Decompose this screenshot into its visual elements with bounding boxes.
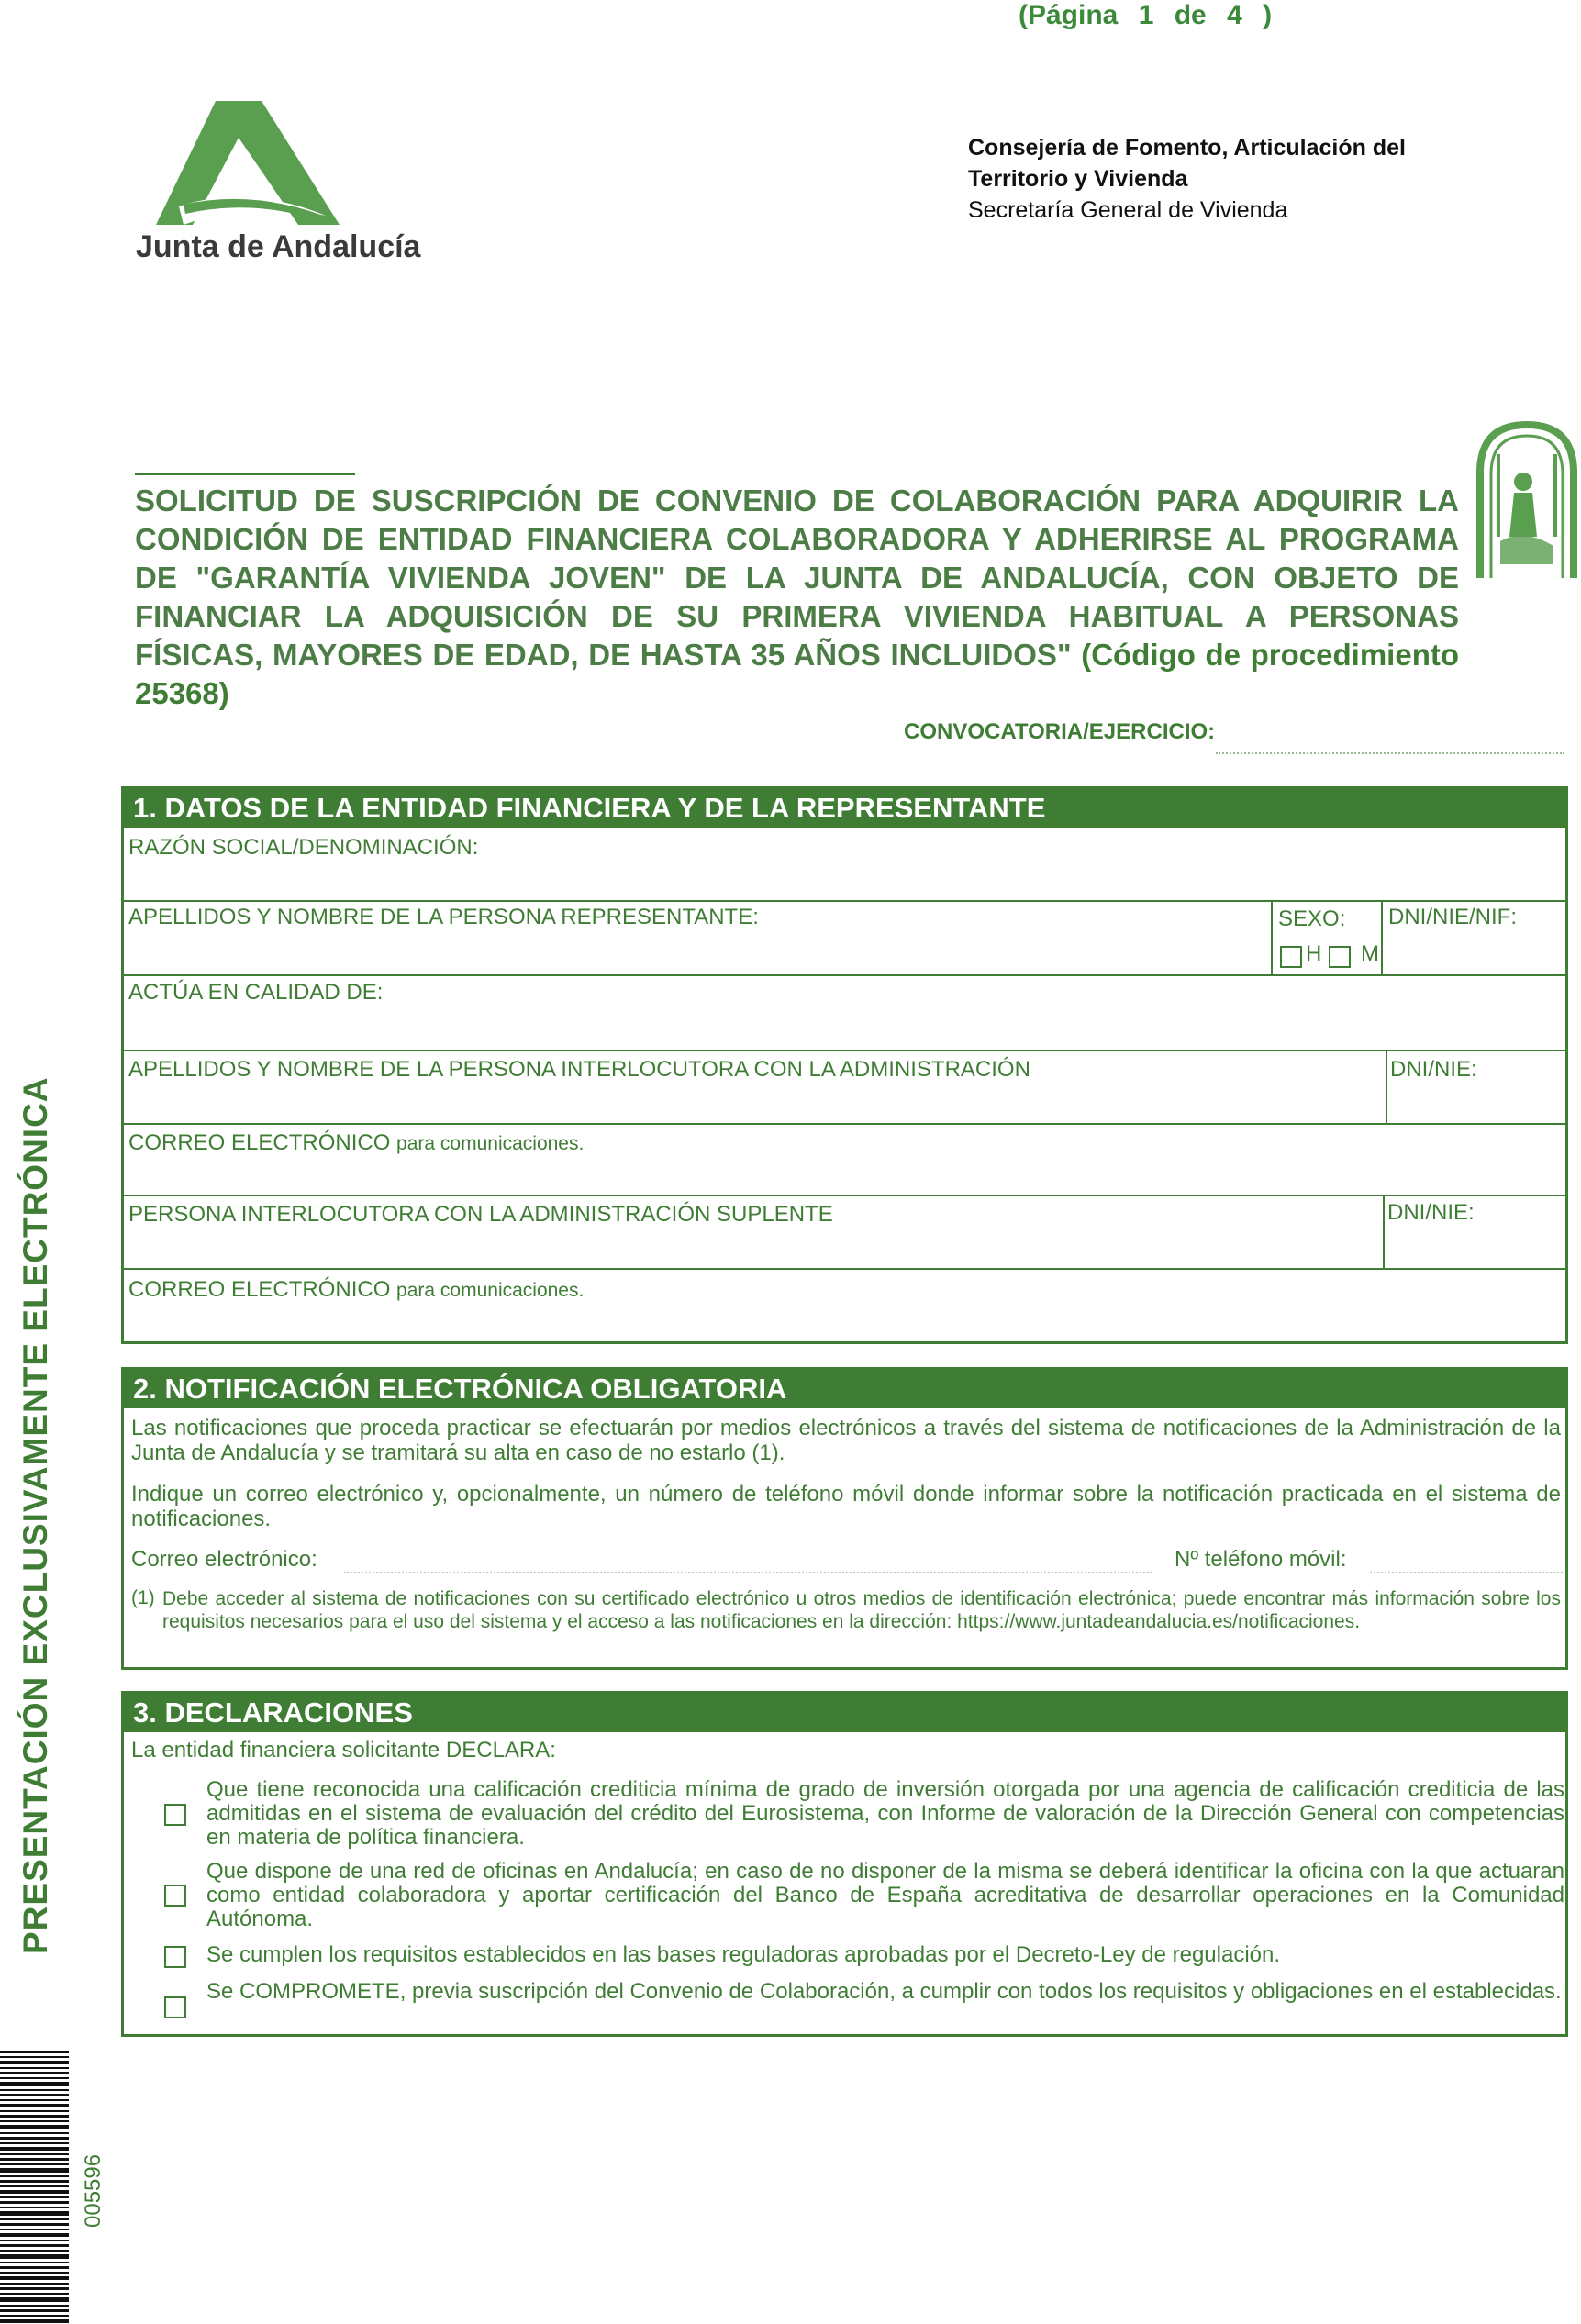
email-label: Correo electrónico: xyxy=(131,1547,317,1572)
logo-text: Junta de Andalucía xyxy=(136,229,421,264)
correo-suplente-text: CORREO ELECTRÓNICO xyxy=(128,1277,391,1302)
declarations-intro: La entidad financiera solicitante DECLARA: xyxy=(131,1738,556,1762)
declaration-1-text: Que tiene reconocida una calificación crediticia mínima de grado de inversión otorgada por una agencia de calificación crediticia de las admitidas en el sistema de evaluación del crédito del Eurosistema, con Informe de valoración de la Dirección General con competencias en materia de política financiera. xyxy=(206,1777,1564,1850)
section-entity-data xyxy=(121,786,1568,1344)
title-text: SOLICITUD DE SUSCRIPCIÓN DE CONVENIO DE COLABORACIÓN PARA ADQUIRIR LA CONDICIÓN DE ENTIDAD FINANCIERA COLABORADORA Y ADHERIRSE AL PROGRAMA DE "GARANTÍA VIVIENDA JOVEN" DE LA JUNTA DE ANDALUCÍA, CON OBJETO DE FINANCIAR LA ADQUISICIÓN DE SU PRIMERA VIVIENDA HABITUAL A PERSONAS FÍSICAS, MAYORES DE EDAD, DE HASTA 35 AÑOS INCLUIDOS" xyxy=(135,484,1459,672)
representante-label: APELLIDOS Y NOMBRE DE LA PERSONA REPRESENTANTE: xyxy=(128,905,759,929)
correo-note: para comunicaciones. xyxy=(396,1133,585,1154)
convocatoria-input[interactable] xyxy=(1216,752,1564,754)
declaration-3-text: Se cumplen los requisitos establecidos en las bases reguladoras aprobadas por el Decreto-Ley de regulación. xyxy=(206,1942,1281,1967)
section-declarations xyxy=(121,1691,1568,2037)
correo-suplente-note: para comunicaciones. xyxy=(396,1280,585,1301)
declaration-4-checkbox[interactable] xyxy=(164,1996,186,2018)
divider xyxy=(1381,901,1383,974)
declaration-2-text: Que dispone de una red de oficinas en Andalucía; en caso de no disponer de la misma se deberá identificar la oficina con la que actuaran como entidad colaboradora y aportar certificación del Banco de España acreditativa de desarrollar operaciones en la Comunidad Autónoma. xyxy=(206,1859,1564,1931)
actua-label: ACTÚA EN CALIDAD DE: xyxy=(128,980,384,1005)
page-label: (Página xyxy=(1019,0,1119,30)
correo-suplente-label xyxy=(128,1277,584,1303)
dni-nie-suplente-label: DNI/NIE: xyxy=(1387,1200,1475,1225)
mobile-label: Nº teléfono móvil: xyxy=(1175,1547,1347,1572)
sexo-h-checkbox[interactable] xyxy=(1280,946,1302,968)
form-title xyxy=(135,482,1459,713)
section-1-heading: 1. DATOS DE LA ENTIDAD FINANCIERA Y DE LA REPRESENTANTE xyxy=(124,789,1565,828)
andalucia-emblem-icon xyxy=(1473,417,1581,578)
electronic-presentation-vertical-text: PRESENTACIÓN EXCLUSIVAMENTE ELECTRÓNICA xyxy=(17,1076,54,1954)
divider xyxy=(1271,901,1273,974)
section-2-heading: 2. NOTIFICACIÓN ELECTRÓNICA OBLIGATORIA xyxy=(124,1370,1565,1408)
procedure-code: (Código de procedimiento 25368) xyxy=(135,638,1459,710)
declaration-1-checkbox[interactable] xyxy=(164,1804,186,1826)
dni-nie-label: DNI/NIE: xyxy=(1390,1057,1477,1082)
sexo-label: SEXO: xyxy=(1278,906,1346,931)
page-close: ) xyxy=(1263,0,1273,30)
interlocutora-label: APELLIDOS Y NOMBRE DE LA PERSONA INTERLOCUTORA CON LA ADMINISTRACIÓN xyxy=(128,1057,1030,1082)
page-current: 1 xyxy=(1138,0,1154,30)
section-3-heading: 3. DECLARACIONES xyxy=(124,1694,1565,1732)
declaration-4-text: Se COMPROMETE, previa suscripción del Convenio de Colaboración, a cumplir con todos los requisitos y obligaciones en el establecidas. xyxy=(206,1979,1562,2004)
department-line-2: Territorio y Vivienda xyxy=(968,166,1188,192)
correo-text: CORREO ELECTRÓNICO xyxy=(128,1130,391,1155)
dni-nie-nif-label: DNI/NIE/NIF: xyxy=(1388,905,1518,929)
divider xyxy=(1383,1195,1385,1268)
divider xyxy=(124,1195,1565,1196)
divider xyxy=(1386,1050,1387,1123)
department-line-1: Consejería de Fomento, Articulación del xyxy=(968,135,1406,161)
convocatoria-label: CONVOCATORIA/EJERCICIO: xyxy=(904,719,1216,744)
department-block xyxy=(968,132,1482,226)
declaration-3-checkbox[interactable] xyxy=(164,1946,186,1968)
divider xyxy=(124,1050,1565,1051)
sexo-h-label: H xyxy=(1306,941,1322,966)
barcode-icon xyxy=(0,2051,69,2324)
barcode-number: 005596 xyxy=(81,2153,106,2228)
divider xyxy=(124,1268,1565,1270)
page-number xyxy=(1019,0,1285,31)
notification-footnote: Debe acceder al sistema de notificaciones con su certificado electrónico u otros medios de identificación electrónica; puede encontrar más información sobre los requisitos necesarios para el uso del sistema y el acceso a las notificaciones en la dirección: https://www.juntadeandalucia.es/notificaciones. xyxy=(162,1588,1561,1632)
correo-label xyxy=(128,1130,584,1156)
divider xyxy=(124,900,1565,902)
sexo-m-checkbox[interactable] xyxy=(1329,946,1351,968)
divider xyxy=(124,974,1565,976)
suplente-label: PERSONA INTERLOCUTORA CON LA ADMINISTRACIÓN SUPLENTE xyxy=(128,1202,833,1227)
notification-paragraph-2: Indique un correo electrónico y, opcionalmente, un número de teléfono móvil donde informar sobre la notificación practicada en el sistema de notificaciones. xyxy=(131,1482,1561,1531)
department-line-3: Secretaría General de Vivienda xyxy=(968,197,1288,223)
title-rule xyxy=(135,473,355,475)
razon-social-label: RAZÓN SOCIAL/DENOMINACIÓN: xyxy=(128,835,479,860)
divider xyxy=(124,1123,1565,1125)
page-total: 4 xyxy=(1227,0,1242,30)
email-input[interactable] xyxy=(344,1572,1152,1573)
page-of: de xyxy=(1174,0,1207,30)
mobile-input[interactable] xyxy=(1370,1572,1563,1573)
note-marker: (1) xyxy=(131,1587,155,1608)
notification-paragraph-1: Las notificaciones que proceda practicar se efectuarán por medios electrónicos a través del sistema de notificaciones de la Administración de la Junta de Andalucía y se tramitará su alta en caso de no estarlo (1). xyxy=(131,1416,1561,1465)
sexo-m-label: M xyxy=(1361,941,1379,966)
declaration-2-checkbox[interactable] xyxy=(164,1885,186,1907)
section-electronic-notification xyxy=(121,1367,1568,1670)
